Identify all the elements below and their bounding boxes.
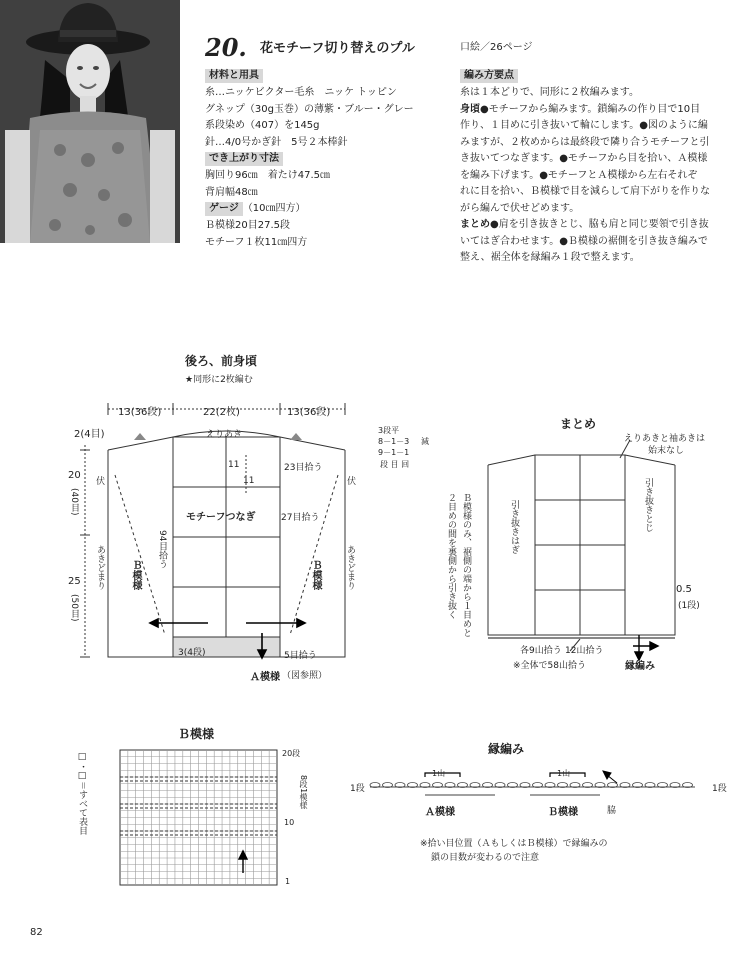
size-line-1: 胸回り96㎝ 着たけ47.5㎝ xyxy=(205,170,330,181)
side-bottom-sts: (50目) xyxy=(69,594,79,622)
finish-line-3: 整え、裾全体を縁編み１段で整えます。 xyxy=(460,252,640,263)
edging-title: 縁編み xyxy=(488,742,525,756)
finish-diagram-title: まとめ xyxy=(560,417,597,431)
side-note-2: ２目めの間を裏側から引き抜く xyxy=(446,493,456,619)
a-pattern-ref: （図参照） xyxy=(282,671,328,681)
edging-side: 脇 xyxy=(607,806,617,816)
hikinuki-hagi: 引き抜きはぎ xyxy=(509,500,519,554)
pattern-title: 花モチーフ切り替えのプル xyxy=(260,41,415,56)
pattern-b-left: Ｂ模様 xyxy=(130,560,141,590)
pick-left: 各9山拾う xyxy=(520,646,562,656)
body-line-3: みますが、２枚めからは最終段で隣り合うモチーフと引 xyxy=(460,136,710,148)
body-label: 身頃 xyxy=(460,103,480,115)
pick-94: 94目拾う xyxy=(157,530,167,569)
half-label: 0.5 xyxy=(676,584,692,595)
half-rows: (1段) xyxy=(678,601,700,611)
body-line-2: 作り、１目めに引き抜いて輪にします。●図のように編 xyxy=(460,120,708,131)
model-photo xyxy=(0,0,180,243)
method-heading: 編み方要点 xyxy=(460,69,518,83)
yarn-line-1: 糸…ニッケビクター毛糸 ニッケ トッピン xyxy=(205,87,397,98)
chart-repeat-8: 8段1模様 xyxy=(299,775,308,810)
chart-b-title: Ｂ模様 xyxy=(178,727,215,741)
edging-pattern-b: Ｂ模様 xyxy=(548,807,578,818)
pick-27: 27目拾う xyxy=(281,513,320,523)
hikinuki-toji: 引き抜きとじ xyxy=(643,478,653,532)
finish-label: まとめ xyxy=(460,219,490,230)
size-line-2: 背肩幅48㎝ xyxy=(205,186,258,198)
edging-pattern-a: Ａ模様 xyxy=(425,807,455,818)
edging-mountain-b: 1山 xyxy=(557,769,571,778)
total-label: ※全体で58山拾う xyxy=(513,661,586,671)
yarn-line-2: グネップ（30g玉巻）の薄紫・ブルー・グレー xyxy=(205,103,414,115)
pick-5: 5目拾う xyxy=(284,651,317,661)
method-column xyxy=(460,68,745,267)
edging-row-right: 1段 xyxy=(712,784,727,794)
dim-left: 13(36段) xyxy=(118,407,162,418)
eleven-a: 11 xyxy=(228,460,240,470)
materials-heading: 材料と用具 xyxy=(205,69,263,83)
motif-join-label: モチーフつなぎ xyxy=(186,512,256,523)
side-top: 20 xyxy=(68,470,81,481)
side-top-sts: (40目) xyxy=(69,488,79,516)
body-line-6: れに目を拾い、Ｂ模様で目を減らして肩下がりを作りな xyxy=(460,186,710,197)
body-line-1: ●モチーフから編みます。鎖編みの作り目で10目 xyxy=(480,103,701,115)
neck-sleeve-2: 始末なし xyxy=(648,446,685,456)
page-reference: 口絵／26ページ xyxy=(460,42,533,53)
materials-column xyxy=(205,68,450,251)
decrease-2: 8－1－3 xyxy=(378,437,410,446)
gauge-heading: ゲージ xyxy=(205,202,243,216)
body-diagram-title: 後ろ、前身頃 xyxy=(185,354,258,368)
akidomari-left: あきどまり xyxy=(95,545,105,590)
edging-chart-svg xyxy=(345,765,745,815)
body-line-7: がら編んで伏せどめます。 xyxy=(460,202,580,214)
chart-legend: □・□＝すべて表目 xyxy=(77,752,87,836)
dim-right: 13(36段) xyxy=(287,407,331,418)
body-line-5: を編み下げます。●モチーフとＡ模様から左右それぞ xyxy=(460,169,698,181)
pattern-b-right: Ｂ模様 xyxy=(310,560,321,590)
edging-note-1: ※拾い目位置（ＡもしくはＢ模様）で縁編みの xyxy=(420,839,608,849)
akidomari-right: あきどまり xyxy=(345,545,355,590)
edging-mountain-a: 1山 xyxy=(432,769,446,778)
edging-note-2: 鎖の目数が変わるので注意 xyxy=(431,853,540,863)
finish-line-2: いてはぎ合わせます。●Ｂ模様の裾側を引き抜き編みで xyxy=(460,235,708,247)
edging-label: 縁編み xyxy=(625,661,655,672)
decrease-1: 3段平 xyxy=(378,426,400,435)
dim-center: 22(2枚) xyxy=(203,407,240,418)
eleven-b: 11 xyxy=(243,476,255,486)
side-bottom: 25 xyxy=(68,576,81,587)
edging-row-left: 1段 xyxy=(350,784,365,794)
neck-label: えりあき xyxy=(206,430,243,440)
method-intro: 糸は１本どりで、同形に２枚編みます。 xyxy=(460,87,639,98)
pick-23: 23目拾う xyxy=(284,463,323,473)
size-heading: でき上がり寸法 xyxy=(205,152,283,166)
yarn-line-3: 系段染め（407）を145g xyxy=(205,120,320,131)
chart-b-grid xyxy=(115,745,300,895)
pattern-number: 20. xyxy=(205,33,247,62)
decrease-3: 9－1－1 xyxy=(378,448,410,457)
chart-row-20: 20段 xyxy=(282,749,301,758)
a-height: 3(4段) xyxy=(178,648,206,658)
chart-row-10: 10 xyxy=(284,818,295,827)
chart-row-1: 1 xyxy=(285,877,291,886)
pick-mid: 12山拾う xyxy=(565,646,604,656)
finish-line-1: ●肩を引き抜きとじ、脇も肩と同じ要領で引き抜 xyxy=(490,219,709,230)
a-pattern-label: Ａ模様 xyxy=(250,672,280,683)
gauge-line-1: Ｂ模様20目27.5段 xyxy=(205,220,290,231)
neck-sleeve-1: えりあきと袖あきは xyxy=(624,434,706,444)
body-line-4: き抜いてつなぎます。●モチーフから目を拾い、Ａ模様 xyxy=(460,153,708,164)
shoulder-label: 2(4目) xyxy=(74,429,105,440)
page-number: 82 xyxy=(30,927,43,938)
fuse-left: 伏 xyxy=(96,477,106,487)
gauge-line-2: モチーフ１枚11㎝四方 xyxy=(205,236,308,248)
needles-line: 針…4/0号かぎ針 5号２本棒針 xyxy=(205,136,348,148)
side-note-1: Ｂ模様のみ、裾側の端から１目めと xyxy=(461,493,471,637)
fuse-right: 伏 xyxy=(347,477,357,487)
gauge-unit: （10㎝四方） xyxy=(242,203,306,214)
decrease-label: 減 xyxy=(421,437,429,446)
body-diagram-note: ★同形に2枚編む xyxy=(185,375,253,385)
decrease-units: 段 目 回 xyxy=(380,460,410,469)
